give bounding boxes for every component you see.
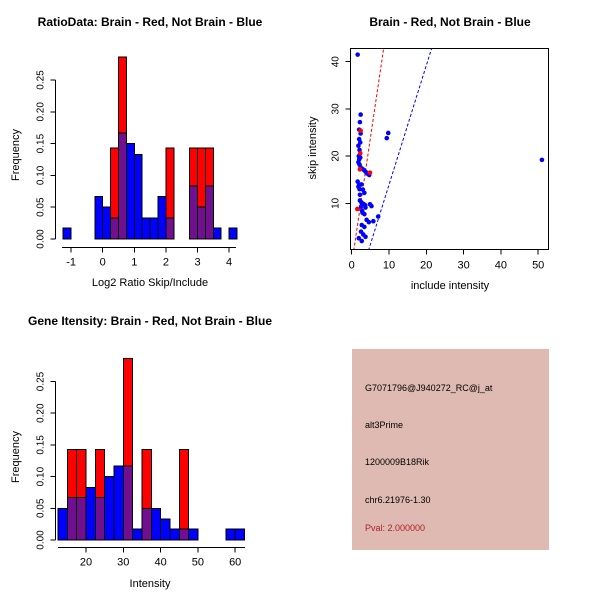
y-tick-label: 0.20 <box>35 102 47 122</box>
scatter-point-blue <box>359 239 364 244</box>
hist-bar-overlap <box>67 498 76 540</box>
hist-bar-blue <box>114 466 123 540</box>
hist-bar-red <box>179 449 188 540</box>
hist-bar-blue <box>103 207 111 239</box>
y-tick-label: 0.05 <box>35 197 47 217</box>
x-tick-label: -1 <box>66 256 76 269</box>
scatter-point-blue <box>363 205 368 210</box>
scatter-point-blue <box>371 219 376 224</box>
scatter-point-blue <box>358 140 363 145</box>
scatter-point-blue <box>362 191 367 196</box>
gene-name-text: 1200009B18Rik <box>365 457 430 467</box>
splice-type-text: alt3Prime <box>365 420 404 430</box>
x-tick-label: 20 <box>420 259 433 272</box>
hist-bar-blue <box>226 529 235 540</box>
scatter-point-red <box>358 151 363 156</box>
hist-bar-overlap <box>123 466 132 540</box>
scatter-point-red <box>358 167 363 172</box>
x-tick-label: 30 <box>457 259 470 272</box>
scatter-point-blue <box>540 158 545 163</box>
x-tick-label: 3 <box>194 256 201 269</box>
x-tick-label: 2 <box>162 256 169 269</box>
hist-bar-blue <box>105 477 114 540</box>
hist-bar-overlap <box>142 508 151 540</box>
hist-bar-blue <box>58 508 67 540</box>
ratio-hist-title: RatioData: Brain - Red, Not Brain - Blue <box>37 15 263 29</box>
hist-bar-overlap <box>205 186 213 239</box>
y-tick-label: 0.25 <box>35 371 47 392</box>
scatter-point-blue <box>386 131 391 136</box>
hist-bar-blue <box>126 144 134 239</box>
hist-bar-overlap <box>111 218 119 239</box>
hist-bar-overlap <box>166 218 174 239</box>
x-tick-label: 1 <box>131 256 138 269</box>
x-tick-label: 10 <box>382 259 396 272</box>
plot-box <box>351 48 549 249</box>
hist-bar-blue <box>161 519 170 540</box>
hist-bar-blue <box>86 487 95 540</box>
hist-bar-overlap <box>190 186 198 239</box>
y-axis-label: Frequency <box>10 129 22 181</box>
x-tick-label: 40 <box>494 259 508 272</box>
x-tick-label: 4 <box>226 256 233 269</box>
scatter-point-blue <box>384 136 389 141</box>
gene-hist-xlabel: Intensity <box>129 578 171 590</box>
x-tick-label: 40 <box>154 556 167 569</box>
y-tick-label: 0.00 <box>35 530 47 550</box>
hist-bar-blue <box>235 529 244 540</box>
y-tick-label: 0.10 <box>35 466 47 487</box>
y-axis-label: skip intensity <box>307 116 319 180</box>
x-tick-label: 50 <box>191 556 205 569</box>
y-tick-label: 0.25 <box>35 70 47 90</box>
y-axis-label: Frequency <box>10 431 22 483</box>
scatter-point-blue <box>358 193 363 198</box>
scatter-point-blue <box>362 225 367 230</box>
scatter-title: Brain - Red, Not Brain - Blue <box>369 15 531 29</box>
x-tick-label: 50 <box>532 259 545 272</box>
y-tick-label: 30 <box>330 103 342 115</box>
hist-bar-blue <box>133 529 142 540</box>
hist-bar-blue <box>63 228 71 239</box>
scatter-point-blue <box>355 52 360 57</box>
x-tick-label: 60 <box>229 556 242 569</box>
y-tick-label: 0.20 <box>35 403 47 423</box>
hist-bar-blue <box>134 154 142 239</box>
x-tick-label: 20 <box>79 556 93 569</box>
scatter-point-blue <box>376 214 381 219</box>
y-tick-label: 0.10 <box>35 165 47 186</box>
hist-bar-blue <box>229 228 237 239</box>
chromosome-text: chr6.21976-1.30 <box>365 495 431 505</box>
x-tick-label: 30 <box>117 556 130 569</box>
scatter-point-blue <box>363 235 368 240</box>
y-tick-label: 40 <box>330 56 342 68</box>
ratio-hist-xlabel: Log2 Ratio Skip/Include <box>91 277 209 289</box>
scatter-point-blue <box>358 120 363 125</box>
scatter-point-blue <box>362 212 367 217</box>
y-tick-label: 20 <box>330 150 342 162</box>
gene-hist-title: Gene Itensity: Brain - Red, Not Brain - Blue <box>27 314 273 328</box>
x-tick-label: 0 <box>99 256 106 269</box>
hist-bar-blue <box>213 228 221 239</box>
scatter-point-blue <box>367 220 372 225</box>
hist-bar-blue <box>142 218 150 239</box>
scatter-point-blue <box>358 112 363 117</box>
x-tick-label: 0 <box>348 259 355 272</box>
y-tick-label: 0.00 <box>35 229 47 249</box>
y-tick-label: 10 <box>330 197 342 209</box>
hist-bar-blue <box>150 218 158 239</box>
hist-bar-blue <box>189 529 198 540</box>
hist-bar-overlap <box>119 133 127 239</box>
regression-line-blue <box>368 48 431 251</box>
hist-bar-overlap <box>77 498 86 540</box>
pval-text: Pval: 2.000000 <box>365 523 426 533</box>
hist-bar-blue <box>95 196 103 239</box>
hist-bar-overlap <box>198 207 206 239</box>
y-tick-label: 0.15 <box>35 133 47 154</box>
y-tick-label: 0.15 <box>35 435 47 455</box>
scatter-point-blue <box>357 183 362 188</box>
hist-bar-blue <box>170 529 179 540</box>
hist-bar-blue <box>158 196 166 239</box>
scatter-point-red <box>368 170 373 175</box>
hist-bar-overlap <box>95 498 104 540</box>
probe-id-text: G7071796@J940272_RC@j_at <box>365 383 493 393</box>
scatter-point-blue <box>369 204 374 209</box>
scatter-xlabel: include intensity <box>410 280 490 292</box>
info-panel <box>352 349 549 550</box>
scatter-point-red <box>358 128 363 133</box>
y-tick-label: 0.05 <box>35 498 47 519</box>
hist-bar-overlap <box>179 529 188 540</box>
scatter-point-red <box>355 207 360 212</box>
hist-bar-blue <box>151 508 160 540</box>
